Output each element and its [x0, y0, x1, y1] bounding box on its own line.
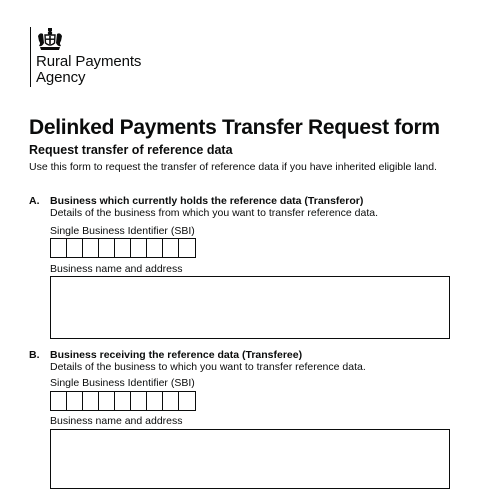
- form-intro: Use this form to request the transfer of reference data if you have inherited eligible land.: [29, 161, 437, 173]
- sbi-digit-cell[interactable]: [83, 392, 99, 410]
- sbi-digit-cell[interactable]: [115, 239, 131, 257]
- sbi-digit-cell[interactable]: [51, 239, 67, 257]
- sbi-digit-cell[interactable]: [83, 239, 99, 257]
- sbi-digit-cell[interactable]: [67, 392, 83, 410]
- sbi-digit-cell[interactable]: [131, 392, 147, 410]
- sbi-label: Single Business Identifier (SBI): [50, 377, 195, 389]
- section-title: Business which currently holds the reference data (Transferor): [50, 195, 364, 207]
- agency-name: [36, 54, 141, 86]
- sbi-input[interactable]: [50, 238, 196, 258]
- section-description: Details of the business to which you want to transfer reference data.: [50, 361, 366, 373]
- section-letter: B.: [29, 349, 40, 361]
- form-subtitle: Request transfer of reference data: [29, 143, 233, 157]
- sbi-digit-cell[interactable]: [67, 239, 83, 257]
- sbi-digit-cell[interactable]: [163, 392, 179, 410]
- sbi-digit-cell[interactable]: [147, 239, 163, 257]
- section-description: Details of the business from which you want to transfer reference data.: [50, 207, 378, 219]
- sbi-digit-cell[interactable]: [51, 392, 67, 410]
- agency-name-line1: Rural Payments: [36, 53, 142, 70]
- sbi-digit-cell[interactable]: [115, 392, 131, 410]
- sbi-digit-cell[interactable]: [179, 392, 195, 410]
- sbi-digit-cell[interactable]: [147, 392, 163, 410]
- sbi-digit-cell[interactable]: [163, 239, 179, 257]
- sbi-digit-cell[interactable]: [131, 239, 147, 257]
- sbi-digit-cell[interactable]: [179, 239, 195, 257]
- agency-logo: [30, 27, 141, 87]
- section-title: Business receiving the reference data (Transferee): [50, 349, 303, 361]
- business-address-field[interactable]: [50, 276, 450, 339]
- address-label: Business name and address: [50, 263, 183, 275]
- sbi-label: Single Business Identifier (SBI): [50, 225, 195, 237]
- sbi-digit-cell[interactable]: [99, 239, 115, 257]
- business-address-field[interactable]: [50, 429, 450, 489]
- royal-coat-of-arms-icon: [35, 27, 65, 53]
- sbi-digit-cell[interactable]: [99, 392, 115, 410]
- form-title: Delinked Payments Transfer Request form: [29, 116, 440, 139]
- agency-name-line2: Agency: [36, 69, 86, 86]
- sbi-input[interactable]: [50, 391, 196, 411]
- address-label: Business name and address: [50, 415, 183, 427]
- section-letter: A.: [29, 195, 40, 207]
